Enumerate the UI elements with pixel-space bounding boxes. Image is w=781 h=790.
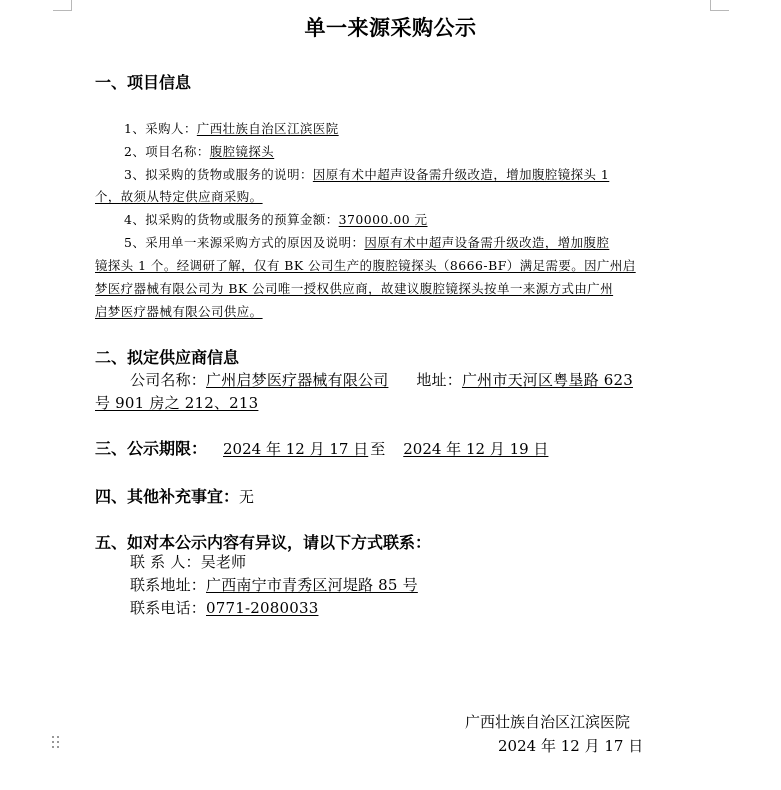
goods-line-2 — [95, 187, 263, 205]
section1-heading: 一、项目信息 — [95, 73, 192, 92]
signature-org: 广西壮族自治区江滨医院 — [465, 713, 631, 731]
period-end: 2024 年 12 月 19 日 — [403, 440, 549, 458]
budget-value: 370000.00 元 — [338, 212, 428, 227]
contact-phone-line — [130, 597, 318, 618]
goods-value-2: 个，故须从特定供应商采购。 — [95, 189, 263, 204]
contact-person-line — [130, 551, 246, 572]
reason-line-3 — [95, 279, 613, 297]
document-title: 单一来源采购公示 — [304, 15, 477, 40]
signature-date: 2024 年 12 月 17 日 — [498, 737, 644, 755]
contact-address-line — [130, 574, 418, 595]
notice-period-line — [95, 436, 548, 459]
company-label: 公司名称： — [130, 371, 207, 389]
reason-value-1: 因原有术中超声设备需升级改造，增加腹腔 — [364, 235, 610, 250]
other-matters-line — [95, 484, 254, 507]
page-corner-mark-left — [53, 0, 72, 11]
section5-heading: 五、如对本公示内容有异议，请以下方式联系： — [95, 533, 432, 552]
period-to: 至 — [370, 440, 386, 458]
reason-line-1 — [124, 233, 609, 251]
reason-value-2: 镜探头 1 个。经调研了解，仅有 BK 公司生产的腹腔镜探头（8666-BF）满足需要。因广州启 — [95, 258, 636, 273]
reason-line-4 — [95, 302, 263, 320]
contact-person-label: 联 系 人： — [130, 553, 201, 571]
project-label: 2、项目名称： — [124, 144, 210, 159]
page-corner-mark-right — [710, 0, 729, 11]
reason-value-3: 梦医疗器械有限公司为 BK 公司唯一授权供应商，故建议腹腔镜探头按单一来源方式由广州 — [95, 281, 614, 296]
contact-phone-value: 0771-2080033 — [206, 599, 319, 617]
goods-value-1: 因原有术中超声设备需升级改造，增加腹腔镜探头 1 — [312, 167, 610, 182]
goods-line-1 — [124, 165, 609, 183]
purchaser-label: 1、采购人： — [124, 121, 197, 136]
contact-phone-label: 联系电话： — [130, 599, 207, 617]
project-value: 腹腔镜探头 — [209, 144, 275, 159]
goods-label: 3、拟采购的货物或服务的说明： — [124, 167, 313, 182]
section4-heading: 四、其他补充事宜： — [95, 487, 240, 506]
reason-label: 5、采用单一来源采购方式的原因及说明： — [124, 235, 365, 250]
purchaser-line — [124, 119, 339, 137]
contact-address-value: 广西南宁市青秀区河堤路 85 号 — [206, 576, 418, 594]
section2-heading: 二、拟定供应商信息 — [95, 348, 240, 367]
supplier-address-value-1: 广州市天河区粤垦路 623 — [461, 371, 633, 389]
purchaser-value: 广西壮族自治区江滨医院 — [196, 121, 339, 136]
supplier-line-2 — [95, 392, 258, 413]
supplier-address-label: 地址： — [416, 371, 462, 389]
project-line — [124, 142, 274, 160]
reason-value-4: 启梦医疗器械有限公司供应。 — [95, 304, 263, 319]
supplier-line-1 — [130, 369, 633, 390]
budget-label: 4、拟采购的货物或服务的预算金额： — [124, 212, 339, 227]
budget-line — [124, 210, 427, 228]
contact-person-value: 吴老师 — [200, 553, 247, 571]
drag-handle-icon[interactable] — [52, 736, 62, 752]
period-start: 2024 年 12 月 17 日 — [223, 440, 369, 458]
other-matters-value: 无 — [239, 488, 255, 506]
reason-line-2 — [95, 256, 636, 274]
contact-address-label: 联系地址： — [130, 576, 207, 594]
section3-heading: 三、公示期限： — [95, 439, 208, 458]
supplier-address-value-2: 号 901 房之 212、213 — [95, 394, 259, 412]
company-value: 广州启梦医疗器械有限公司 — [206, 371, 389, 389]
